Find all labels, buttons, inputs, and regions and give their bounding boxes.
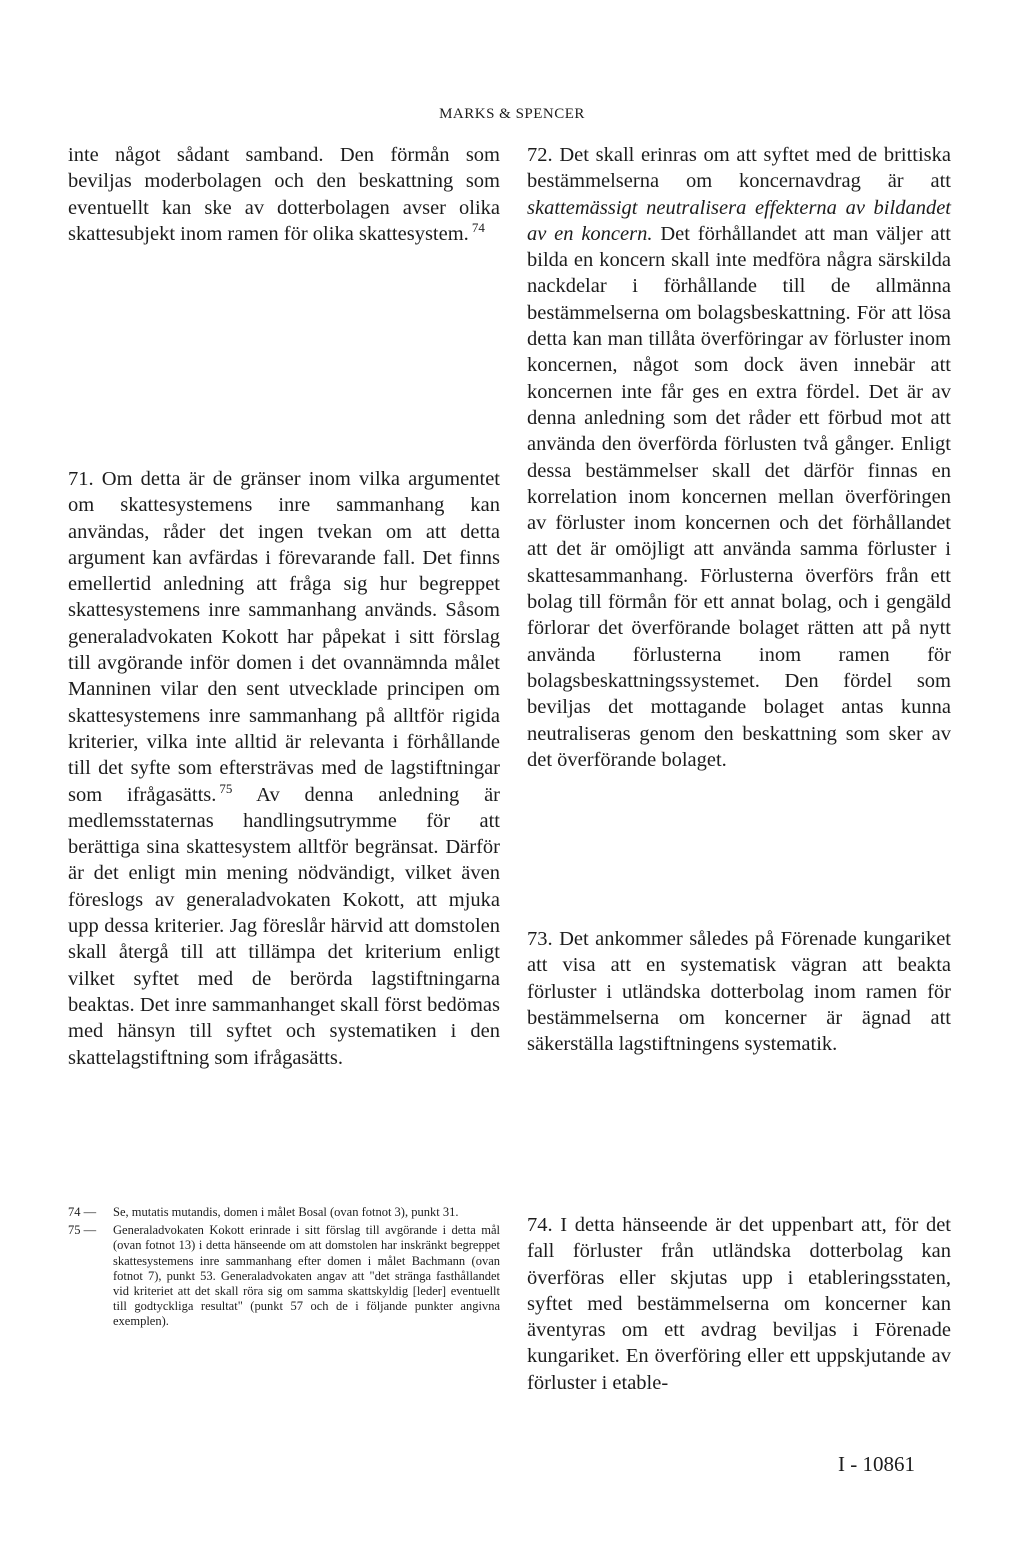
paragraph-number: 72. [527,144,553,166]
paragraph-text: Det ankommer således på Förenade kungariket att visa att en systematisk vägran att beakta förluster i utländska dotterbolag inom ramen för bestämmelserna om koncerner är ägnad att säkerställa lagstiftningens systematik. [527,928,951,1056]
paragraph-text: Om detta är de gränser inom vilka argumentet om skattesystemens inre sammanhang kan användas, råder det ingen tvekan om att detta argument kan avfärdas i förevarande fall. Det finns emellertid anledning att fråga sig hur begreppet skattesystemens inre sammanhang används. Såsom generaladvokaten Kokott har påpekat i sitt förslag till avgörande inför domen i det ovannämnda målet Manninen vilar den sent utvecklade principen om skattesystemens inre sammanhang på alltför rigida kriterier, vilka inte alltid är relevanta i förhållande till det syfte som eftersträvas med de lagstiftningar som ifrågasätts. [68,468,500,806]
footnote-number: 75 — [68,1223,97,1238]
left-column-top [68,142,500,247]
right-column-para-74 [527,1212,951,1396]
paragraph-74 [527,1212,951,1396]
footnote-74 [68,1205,500,1220]
running-header: MARKS & SPENCER [439,106,585,122]
paragraph-continued [68,142,500,247]
paragraph-text: I detta hänseende är det uppenbart att, för det fall förluster från utländska dotterbolag kan överföras eller skjutas upp i etableringsstaten, syftet med bestämmelserna om koncerner kan äventyras om ett avdrag beviljas i Förenade kungariket. En överföring eller ett uppskjutande av förluster i etable- [527,1214,952,1394]
paragraph-72 [527,142,951,773]
paragraph-number: 73. [527,928,553,950]
left-column-para-71 [68,466,500,1071]
footnote-number: 74 — [68,1205,97,1219]
footnote-text: Generaladvokaten Kokott erinrade i sitt förslag till avgörande i detta mål (ovan fotnot 13) i detta hänseende om att domstolen har inskränkt begreppet skattesystemens inre sammanhang efter domen i målet Bachmann (ovan fotnot 7), punkt 53. Generaladvokaten angav att "det stränga fasthållandet vid kriteriet att det skall röra sig om samma skattskyldig [leder] eventuellt till godtyckliga resultat" (punkt 57 och de i följande punkter angivna exemplen). [113,1223,500,1329]
page-number: I - 10861 [838,1452,915,1476]
footnote-75 [68,1223,500,1329]
emphasized-text: skattemässigt neutralisera effekterna av bildandet av en koncern. [527,196,951,245]
right-column-para-72 [527,142,951,773]
paragraph-text-continued: Det förhållandet att man väljer att bilda en koncern skall inte medföra några särskilda nackdelar i förhållande till de allmänna bestämmelserna om bolagsbeskattning. För att lösa detta kan man tillåta överföringar av förluster inom koncernen, något som dock även innebär att koncernen inte får ges en extra fördel. Det är av denna anledning som det råder ett förbud mot att använda den överförda förlusten två gånger. Enligt dessa bestämmelser skall det därför finnas en korrelation inom koncernen mellan överföringen av förluster inom koncernen och det förhållandet att det är omöjligt att använda samma förluster i skattesammanhang. Förlusterna överförs från ett bolag till förmån för ett annat bolag, och i gengäld förlorar det överförande bolaget rätten att på nytt använda förlusterna inom ramen för bolagsbeskattningssystemet. Den fördel som beviljas det mottagande bolaget antas kunna neutraliseras genom den beskattning som sker av det överförande bolaget. [527,222,952,771]
paragraph-71 [68,466,500,1071]
paragraph-73 [527,926,951,1057]
paragraph-text-continued: Av denna anledning är medlemsstaternas handlingsutrymme för att berättiga sina skattesystem alltför begränsat. Därför är det enligt min mening nödvändigt, vilket även föreslogs av generaladvokaten Kokott, att mjuka upp dessa kriterier. Jag föreslår härvid att domstolen skall återgå till att tillämpa det kriterium enligt vilket syftet med de berörda lagstiftningarna beaktas. Det inre sammanhanget skall först bedömas med hänsyn till syftet och systematiken i den skattelagstiftning som ifrågasätts. [68,783,500,1069]
footnote-text: Se, mutatis mutandis, domen i målet Bosal (ovan fotnot 3), punkt 31. [113,1205,459,1219]
right-column-para-73 [527,926,951,1057]
paragraph-text: Det skall erinras om att syftet med de brittiska bestämmelserna om koncernavdrag är att [527,144,952,193]
paragraph-number: 74. [527,1214,553,1236]
footnotes [68,1205,500,1333]
footnote-ref-75: 75 [219,780,233,796]
paragraph-text: inte något sådant samband. Den förmån som beviljas moderbolagen och den beskattning som eventuellt kan ske av dotterbolagen avser olika skattesubjekt inom ramen för olika skattesystem. [68,144,500,245]
footnote-ref-74: 74 [471,220,485,236]
paragraph-number: 71. [68,468,94,490]
